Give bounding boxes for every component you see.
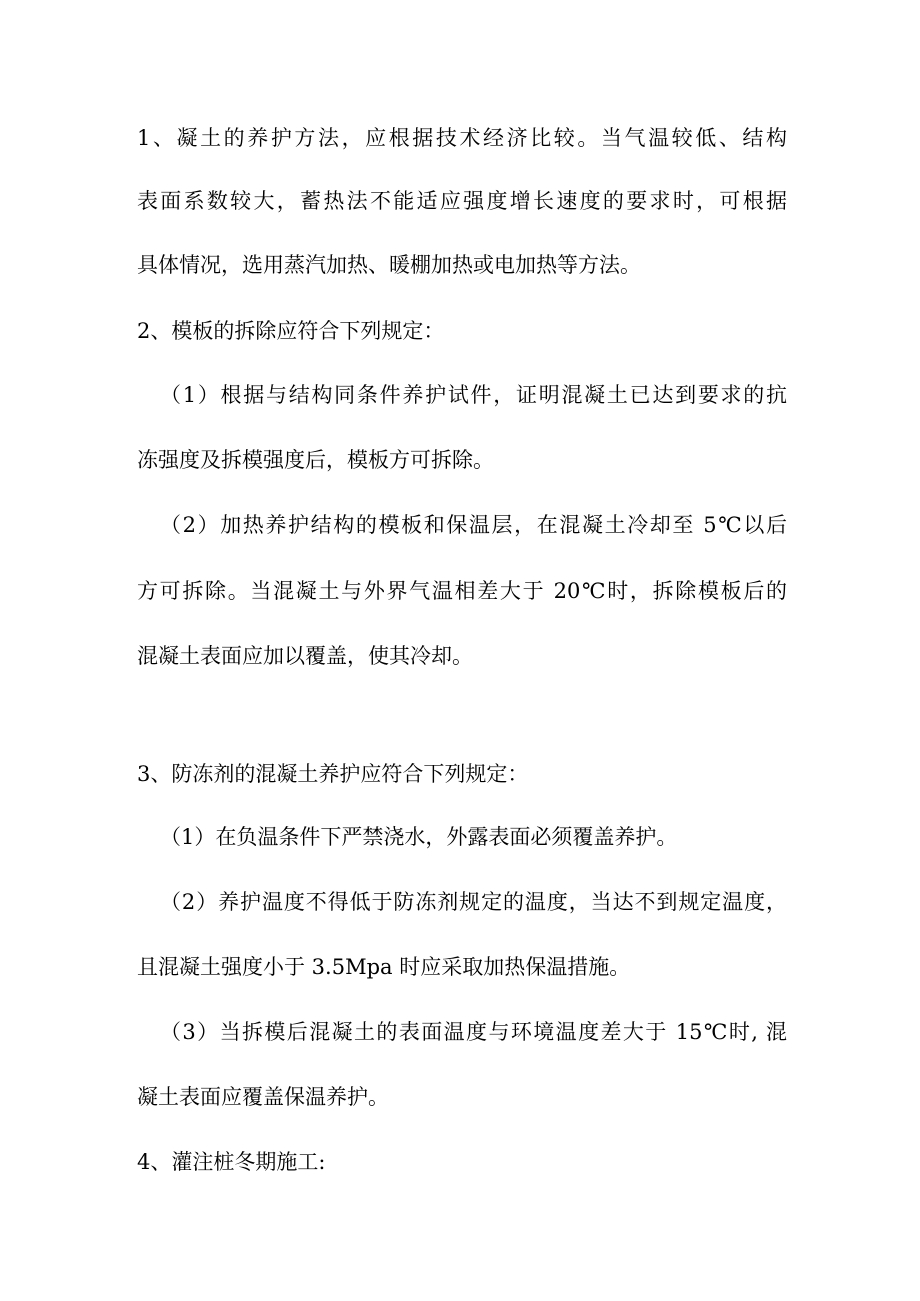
item-2-1-line-1: （1）根据与结构同条件养护试件，证明混凝土已达到要求的抗 (160, 383, 787, 407)
item-3-3-line-1: （3）当拆模后混凝土的表面温度与环境温度差大于 15℃时, 混 (160, 1020, 787, 1044)
section-3-heading: 3、防冻剂的混凝土养护应符合下列规定： (137, 762, 529, 786)
item-3-2-line-2: 且混凝土强度小于 3.5Mpa 时应采取加热保温措施。 (137, 955, 631, 979)
item-3-1-line-1: （1）在负温条件下严禁浇水，外露表面必须覆盖养护。 (160, 825, 678, 849)
item-2-2-line-1: （2）加热养护结构的模板和保温层，在混凝土冷却至 5℃以后 (160, 513, 787, 537)
paragraph-1-line-1: 1、凝土的养护方法，应根据技术经济比较。当气温较低、结构 (137, 126, 787, 150)
section-2-heading: 2、模板的拆除应符合下列规定： (137, 319, 445, 343)
item-2-2-line-2: 方可拆除。当混凝土与外界气温相差大于 20℃时，拆除模板后的 (137, 579, 787, 603)
paragraph-1-line-2: 表面系数较大，蓄热法不能适应强度增长速度的要求时，可根据 (137, 189, 787, 213)
section-4-heading: 4、灌注桩冬期施工: (137, 1150, 326, 1174)
item-2-1-line-2: 冻强度及拆模强度后，模板方可拆除。 (137, 448, 494, 472)
item-3-3-line-2: 凝土表面应覆盖保温养护。 (137, 1085, 389, 1109)
paragraph-1-line-3: 具体情况，选用蒸汽加热、暖棚加热或电加热等方法。 (137, 253, 641, 277)
item-2-2-line-3: 混凝土表面应加以覆盖，使其冷却。 (137, 644, 473, 668)
item-3-2-line-1: （2）养护温度不得低于防冻剂规定的温度，当达不到规定温度， (160, 890, 787, 914)
